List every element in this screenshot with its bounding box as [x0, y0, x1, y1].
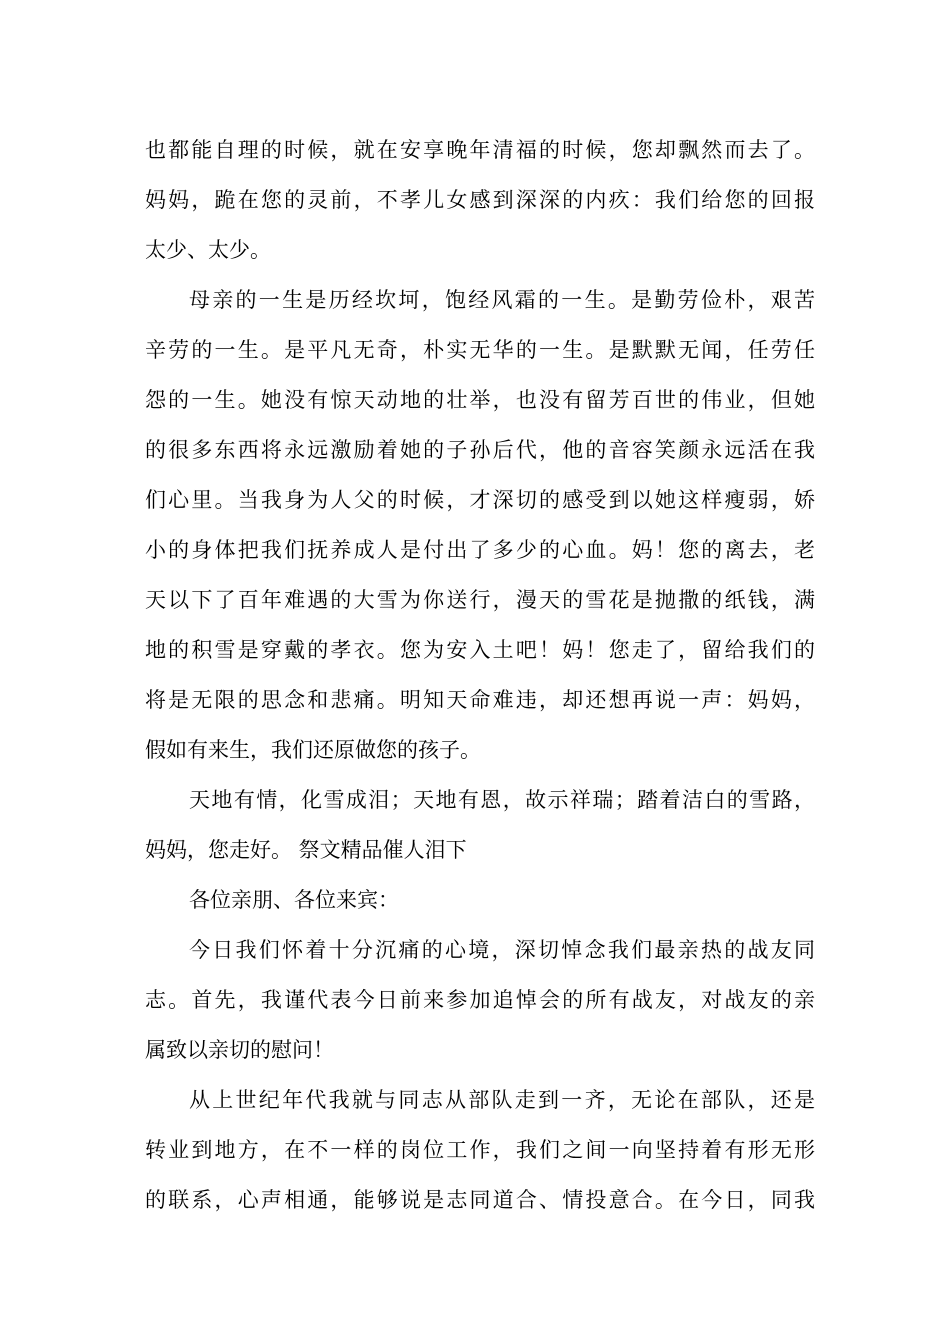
text-line: 地的积雪是穿戴的孝衣。您为安入土吧！妈！您走了，留给我们的 — [145, 638, 815, 662]
text-line: 的联系，心声相通，能够说是志同道合、情投意合。在今日，同我 — [145, 1188, 815, 1212]
text-line: 怨的一生。她没有惊天动地的壮举，也没有留芳百世的伟业，但她 — [145, 388, 815, 412]
text-line: 转业到地方，在不一样的岗位工作，我们之间一向坚持着有形无形 — [145, 1138, 815, 1162]
text-line: 志。首先，我谨代表今日前来参加追悼会的所有战友，对战友的亲 — [145, 988, 815, 1012]
text-line: 妈妈，跪在您的灵前，不孝儿女感到深深的内疚：我们给您的回报 — [145, 188, 815, 212]
text-line: 太少、太少。 — [145, 238, 271, 262]
text-line: 妈妈，您走好。 祭文精品催人泪下 — [145, 838, 467, 862]
text-line: 天以下了百年难遇的大雪为你送行，漫天的雪花是抛撒的纸钱，满 — [145, 588, 815, 612]
text-line: 属致以亲切的慰问！ — [145, 1038, 334, 1062]
text-line: 假如有来生，我们还原做您的孩子。 — [145, 738, 481, 762]
text-line: 母亲的一生是历经坎坷，饱经风霜的一生。是勤劳俭朴，艰苦 — [189, 288, 815, 312]
text-line: 从上世纪年代我就与同志从部队走到一齐，无论在部队，还是 — [189, 1088, 815, 1112]
text-line: 们心里。当我身为人父的时候，才深切的感受到以她这样瘦弱，娇 — [145, 488, 815, 512]
text-line: 今日我们怀着十分沉痛的心境，深切悼念我们最亲热的战友同 — [189, 938, 815, 962]
text-line: 也都能自理的时候，就在安享晚年清福的时候，您却飘然而去了。 — [145, 138, 815, 162]
text-line: 天地有情，化雪成泪；天地有恩，故示祥瑞；踏着洁白的雪路， — [189, 788, 815, 812]
text-line: 的很多东西将永远激励着她的子孙后代，他的音容笑颜永远活在我 — [145, 438, 815, 462]
text-line: 将是无限的思念和悲痛。明知天命难违，却还想再说一声：妈妈， — [145, 688, 815, 712]
text-line: 小的身体把我们抚养成人是付出了多少的心血。妈！您的离去，老 — [145, 538, 815, 562]
text-line: 各位亲朋、各位来宾： — [189, 888, 399, 912]
text-line: 辛劳的一生。是平凡无奇，朴实无华的一生。是默默无闻，任劳任 — [145, 338, 815, 362]
document-body — [145, 125, 815, 1225]
